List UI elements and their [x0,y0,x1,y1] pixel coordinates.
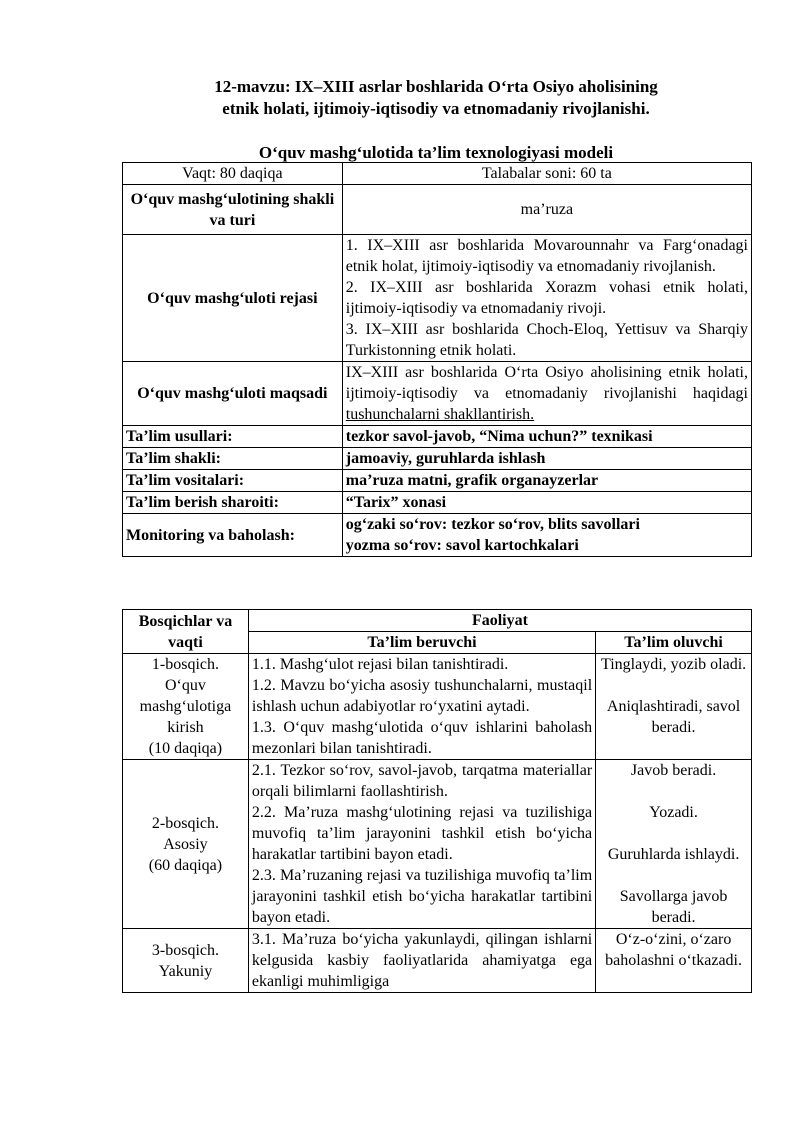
teacher-column-header: Ta’lim beruvchi [248,632,595,654]
stage-name: 2-bosqich. [151,814,219,832]
tools-value: ma’ruza matni, grafik organayzerlar [342,470,751,492]
teacher-step: 2.1. Tezkor so‘rov, savol-javob, tarqatma materiallar orqali bilimlarni faollashtirish. [251,762,593,800]
monitoring-label: Monitoring va baholash: [123,514,343,557]
stage-name: Yakuniy [158,962,213,980]
learner-step: Savollarga javob beradi. [619,888,728,926]
students-cell: Talabalar soni: 60 ta [342,163,751,185]
shape-value: jamoaviy, guruhlarda ishlash [342,448,751,470]
form-value: ma’ruza [342,185,751,235]
document-title [120,76,752,120]
goal-underlined-text: tushunchalarni shakllantirish. [345,406,535,423]
teacher-activity-cell [248,760,595,929]
table-row [123,654,752,760]
learner-activity-cell [596,654,752,760]
stages-table [122,609,752,993]
teacher-step: 2.2. Ma’ruza mashg‘ulotining rejasi va tuzilishiga muvofiq ta’lim jarayonini tashkil etish bo‘yicha harakatlar tartibini bayon etadi. [251,804,593,863]
stage-name-cell [123,760,249,929]
methods-value: tezkor savol-javob, “Nima uchun?” texnikasi [342,426,751,448]
tools-label: Ta’lim vositalari: [123,470,343,492]
teacher-activity-cell [248,654,595,760]
teacher-step: 2.3. Ma’ruzaning rejasi va tuzilishiga muvofiq ta’lim jarayonini tashkil etish bo‘yicha harakatlar tartibini bayon etadi. [251,867,593,926]
shape-label: Ta’lim shakli: [123,448,343,470]
model-table [122,162,752,557]
stage-name: Asosiy [163,835,208,853]
stage-name-cell [123,654,249,760]
learner-step: Guruhlarda ishlaydi. [607,846,740,863]
learner-step: Tinglaydi, yozib oladi. [600,656,747,673]
plan-item: 1. IX–XIII asr boshlarida Movarounnahr va Farg‘onadagi etnik holat, ijtimoiy-iqtisodiy va etnomadaniy rivojlanish. [345,237,748,275]
stage-time: (60 daqiqa) [148,856,223,874]
learner-activity-cell [596,929,752,993]
learner-step: Javob beradi. [630,762,717,779]
model-title: O‘quv mashg‘ulotida ta’lim texnologiyasi modeli [258,143,614,162]
goal-text: IX–XIII asr boshlarida O‘rta Osiyo aholisining etnik holati, ijtimoiy-iqtisodiy va etnomadaniy rivojlanishi haqidagi [345,364,748,402]
conditions-value: “Tarix” xonasi [342,492,751,514]
learner-step: Yozadi. [649,804,698,821]
learner-column-header: Ta’lim oluvchi [596,632,752,654]
table-row [123,760,752,929]
learner-activity-cell [596,760,752,929]
teacher-step: 3.1. Ma’ruza bo‘yicha yakunlaydi, qilingan ishlarni kelgusida kasbiy faoliyatlarida ahamiyatga ega ekanligi muhimligiga [251,931,593,990]
teacher-step: 1.1. Mashg‘ulot rejasi bilan tanishtiradi. [251,656,509,673]
learner-step: Aniqlashtiradi, savol beradi. [606,698,741,736]
stage-name-cell [123,929,249,993]
title-line-1: 12-mavzu: IX–XIII asrlar boshlarida O‘rta Osiyo aholisining [214,77,658,96]
teacher-activity-cell [248,929,595,993]
teacher-step: 1.3. O‘quv mashg‘ulotida o‘quv ishlarini baholash mezonlari bilan tanishtiradi. [251,719,593,757]
plan-item: 3. IX–XIII asr boshlarida Choch-Eloq, Yettisuv va Sharqiy Turkistonning etnik holati. [345,321,748,359]
stage-name: 3-bosqich. [151,941,219,959]
plan-item: 2. IX–XIII asr boshlarida Xorazm vohasi etnik holati, ijtimoiy-iqtisodiy va etnomadaniy rivoji. [345,279,748,317]
conditions-label: Ta’lim berish sharoiti: [123,492,343,514]
form-label: O‘quv mashg‘ulotining shakli va turi [123,185,343,235]
table-row [123,929,752,993]
monitoring-value-line: yozma so‘rov: savol kartochkalari [345,537,579,554]
methods-label: Ta’lim usullari: [123,426,343,448]
monitoring-value-line: og‘zaki so‘rov: tezkor so‘rov, blits savollari [345,516,640,533]
stage-name: 1-bosqich. [151,656,219,673]
title-line-2: etnik holati, ijtimoiy-iqtisodiy va etnomadaniy rivojlanishi. [222,99,650,118]
learner-step: O‘z-o‘zini, o‘zaro baholashni o‘tkazadi. [605,931,742,969]
plan-value [342,235,751,362]
stage-column-header: Bosqichlar va vaqti [123,610,249,654]
stage-name: O‘quv mashg‘ulotiga kirish [139,677,232,736]
teacher-step: 1.2. Mavzu bo‘yicha asosiy tushunchalarni, mustaqil ishlash uchun adabiyotlar ro‘yxatini aytadi. [251,677,593,715]
plan-label: O‘quv mashg‘uloti rejasi [123,235,343,362]
time-cell: Vaqt: 80 daqiqa [123,163,343,185]
monitoring-value [342,514,751,557]
stage-time: (10 daqiqa) [148,740,223,757]
goal-label: O‘quv mashg‘uloti maqsadi [123,362,343,426]
goal-value [342,362,751,426]
activity-column-header: Faoliyat [248,610,751,632]
